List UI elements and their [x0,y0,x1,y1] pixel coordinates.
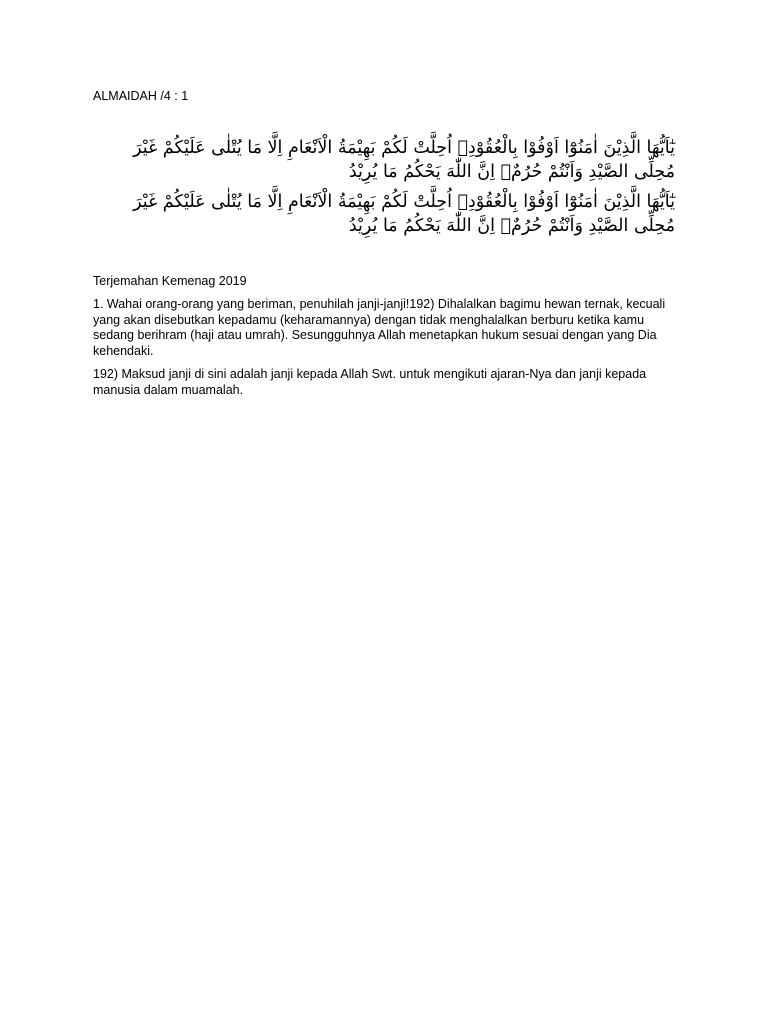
translation-block [93,297,675,406]
arabic-verse: يٰٓاَيُّهَا الَّذِيْنَ اٰمَنُوْٓا اَوْفُوْا بِالْعُقُوْدِۗ اُحِلَّتْ لَكُمْ بَهِيْمَةُ الْاَنْعَامِ اِلَّا مَا يُتْلٰى عَلَيْكُمْ غَيْرَ مُحِلِّى الصَّيْدِ وَاَنْتُمْ حُرُمٌۗ اِنَّ اللّٰهَ يَحْكُمُ مَا يُرِيْدُ [133,192,675,236]
arabic-verse: يٰٓاَيُّهَا الَّذِيْنَ اٰمَنُوْٓا اَوْفُوْا بِالْعُقُوْدِۗ اُحِلَّتْ لَكُمْ بَهِيْمَةُ الْاَنْعَامِ اِلَّا مَا يُتْلٰى عَلَيْكُمْ غَيْرَ مُحِلِّى الصَّيْدِ وَاَنْتُمْ حُرُمٌۗ اِنَّ اللّٰهَ يَحْكُمُ مَا يُرِيْدُ [133,138,675,182]
translation-paragraph: 1. Wahai orang-orang yang beriman, penuhilah janji-janji!192) Dihalalkan bagimu hewan ternak, kecuali yang akan disebutkan kepadamu (keharamannya) dengan tidak menghalalkan berburu ketika kamu sedang berihram (haji atau umrah). Sesungguhnya Allah menetapkan hukum sesuai dengan yang Dia kehendaki. [93,297,666,358]
arabic-verse-block [93,136,675,244]
translation-label: Terjemahan Kemenag 2019 [93,274,247,288]
footnote-paragraph: 192) Maksud janji di sini adalah janji kepada Allah Swt. untuk mengikuti ajaran-Nya dan janji kepada manusia dalam muamalah. [93,367,647,397]
surah-heading: ALMAIDAH /4 : 1 [93,89,189,103]
